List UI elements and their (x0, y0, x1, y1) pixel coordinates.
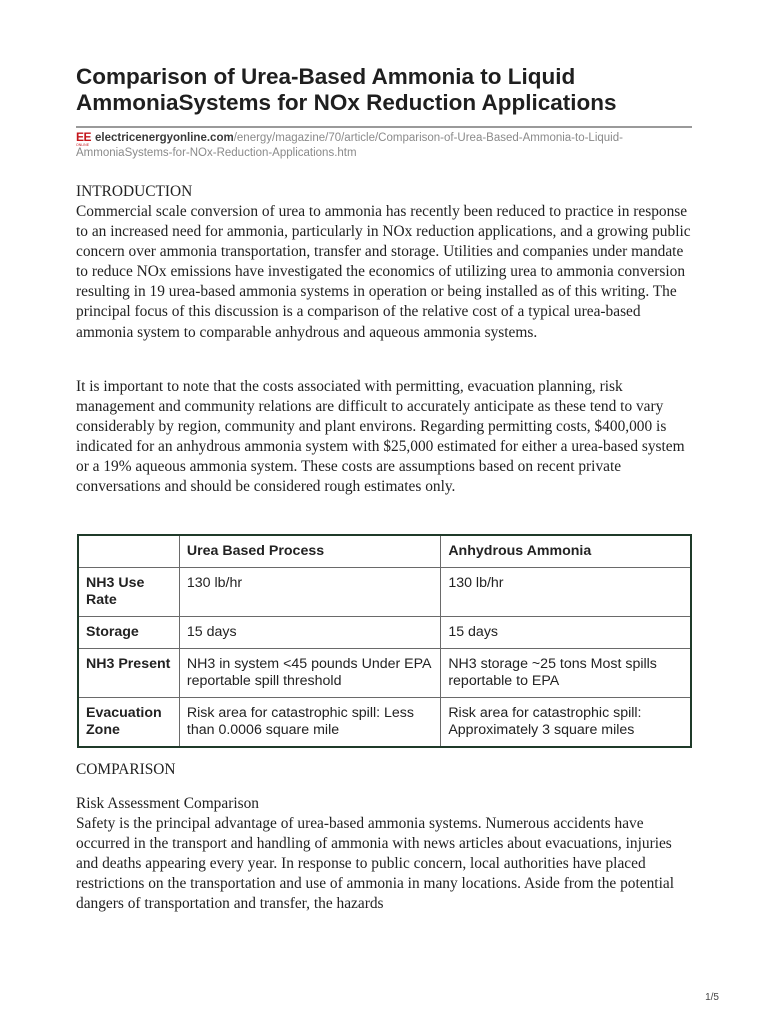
source-domain[interactable]: electricenergyonline.com (95, 132, 234, 144)
table-cell: 130 lb/hr (179, 568, 440, 617)
table-header-row (78, 535, 691, 568)
risk-assessment-heading: Risk Assessment Comparison (76, 795, 259, 812)
table-header-cell: Anhydrous Ammonia (441, 535, 691, 568)
source-path[interactable]: /energy/magazine/70/article/Comparison-of-Urea-Based-Ammonia-to-Liquid-AmmoniaSystems-for-NOx-Reduction-Applications.htm (76, 132, 623, 159)
table-row-label: Evacuation Zone (78, 698, 179, 748)
table-cell: Risk area for catastrophic spill: Less than 0.0006 square mile (179, 698, 440, 748)
table-header-cell: Urea Based Process (179, 535, 440, 568)
table-row-label: NH3 Present (78, 649, 179, 698)
table-row-label: NH3 Use Rate (78, 568, 179, 617)
title-divider (76, 126, 692, 128)
table-cell: 15 days (441, 617, 691, 649)
ee-logo-icon: EE ONLINE (76, 130, 92, 147)
table-row (78, 617, 691, 649)
table-cell: NH3 in system <45 pounds Under EPA reportable spill threshold (179, 649, 440, 698)
table-header-cell (78, 535, 179, 568)
table-cell: 15 days (179, 617, 440, 649)
table-row (78, 698, 691, 748)
comparison-table (77, 534, 692, 748)
table-cell: NH3 storage ~25 tons Most spills reportable to EPA (441, 649, 691, 698)
intro-paragraph-2: It is important to note that the costs associated with permitting, evacuation planning, risk management and community relations are difficult to accurately anticipate as these tend to vary considerably by region, community and plant environs. Regarding permitting costs, $400,000 is indicated for an anhydrous ammonia system with $25,000 estimated for either a urea-based system or a 19% aqueous ammonia system. These costs are assumptions based on recent private conversations and should be considered rough estimates only. (76, 378, 685, 496)
table-row (78, 568, 691, 617)
intro-paragraph-1: Commercial scale conversion of urea to ammonia has recently been reduced to practice in response to an increased need for ammonia, particularly in NOx reduction applications, and a growing public concern over ammonia transportation, transfer and storage. Utilities and companies under mandate to reduce NOx emissions have investigated the economics of utilizing urea to ammonia conversion resulting in 19 urea-based ammonia systems in operation or being installed as of this writing. The principal focus of this discussion is a comparison of the relative cost of a typical urea-based ammonia system to comparable anhydrous and aqueous ammonia systems. (76, 203, 691, 341)
comparison-heading: COMPARISON (76, 761, 176, 778)
introduction-heading: INTRODUCTION (76, 183, 193, 200)
page-number: 1/5 (705, 992, 719, 1003)
page-title: Comparison of Urea-Based Ammonia to Liquid AmmoniaSystems for NOx Reduction Applications (76, 64, 617, 115)
source-line (76, 131, 692, 161)
table-row (78, 649, 691, 698)
table-cell: Risk area for catastrophic spill: Approximately 3 square miles (441, 698, 691, 748)
risk-paragraph: Safety is the principal advantage of urea-based ammonia systems. Numerous accidents have occurred in the transport and handling of ammonia with news articles about evacuations, injuries and deaths appearing every year. In response to public concern, local authorities have placed restrictions on the transportation and use of ammonia in many locations. Aside from the potential dangers of transportation and transfer, the hazards (76, 815, 674, 913)
table-row-label: Storage (78, 617, 179, 649)
table-cell: 130 lb/hr (441, 568, 691, 617)
